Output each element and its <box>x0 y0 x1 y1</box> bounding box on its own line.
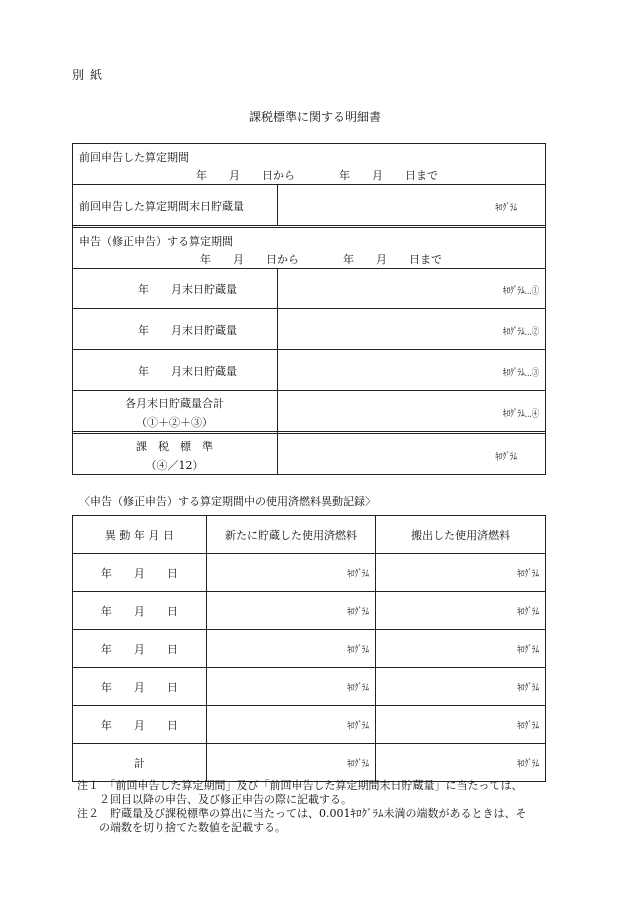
sum-label: 各月末日貯蔵量合計 <box>125 397 224 410</box>
header-date: 異 動 年 月 日 <box>73 516 207 554</box>
row-date: 年 月 日 <box>73 630 207 668</box>
divider <box>72 225 546 226</box>
row-out-unit: ｷﾛｸﾞﾗﾑ <box>517 645 539 656</box>
monthly-stock-unit: ｷﾛｸﾞﾗﾑ…① <box>503 286 539 297</box>
divider <box>72 227 546 228</box>
total-in-unit: ｷﾛｸﾞﾗﾑ <box>347 759 370 770</box>
row-in-unit: ｷﾛｸﾞﾗﾑ <box>347 645 370 656</box>
divider <box>72 349 546 350</box>
current-period-label: 申告（修正申告）する算定期間 <box>79 235 233 248</box>
table-row <box>73 592 546 630</box>
note-line: 注２ 貯蔵量及び課税標準の算出に当たっては、0.001ｷﾛｸﾞﾗﾑ未満の端数があるときは、そ <box>77 807 527 820</box>
divider <box>277 268 278 474</box>
note-line: ２回目以降の申告、及び修正申告の際に記載する。 <box>77 793 352 806</box>
row-out-unit: ｷﾛｸﾞﾗﾑ <box>517 607 539 618</box>
row-out-unit: ｷﾛｸﾞﾗﾑ <box>517 721 539 732</box>
header-removed: 搬出した使用済燃料 <box>376 516 546 554</box>
current-period-range: 年 月 日から 年 月 日まで <box>200 253 442 266</box>
table-row <box>73 668 546 706</box>
divider <box>72 431 546 432</box>
row-date: 年 月 日 <box>73 554 207 592</box>
table-row <box>73 706 546 744</box>
monthly-stock-label: 年 月末日貯蔵量 <box>138 365 237 378</box>
row-in-unit: ｷﾛｸﾞﾗﾑ <box>347 683 370 694</box>
monthly-stock-label: 年 月末日貯蔵量 <box>138 324 237 337</box>
tax-base-formula: （④／12） <box>145 459 204 472</box>
divider <box>72 308 546 309</box>
divider <box>277 184 278 225</box>
row-date: 年 月 日 <box>73 706 207 744</box>
monthly-stock-unit: ｷﾛｸﾞﾗﾑ…② <box>503 327 539 338</box>
note-line: 注１ 「前回申告した算定期間」及び「前回申告した算定期間末日貯蔵量」に当たっては、 <box>77 779 523 792</box>
table-row <box>73 554 546 592</box>
attachment-label: 別紙 <box>72 68 109 82</box>
movement-section-title: 〈申告（修正申告）する算定期間中の使用済燃料異動記録〉 <box>79 495 376 508</box>
tax-base-unit: ｷﾛｸﾞﾗﾑ <box>495 452 517 463</box>
row-in-unit: ｷﾛｸﾞﾗﾑ <box>347 721 370 732</box>
monthly-stock-unit: ｷﾛｸﾞﾗﾑ…③ <box>503 368 539 379</box>
divider <box>72 433 546 434</box>
divider <box>72 390 546 391</box>
row-date: 年 月 日 <box>73 668 207 706</box>
prev-end-stock-label: 前回申告した算定期間末日貯蔵量 <box>79 200 244 213</box>
total-out-unit: ｷﾛｸﾞﾗﾑ <box>517 759 539 770</box>
prev-period-label: 前回申告した算定期間 <box>79 151 189 164</box>
prev-end-stock-unit: ｷﾛｸﾞﾗﾑ <box>495 203 517 214</box>
tax-base-label: 課 税 標 準 <box>136 440 213 453</box>
sum-unit: ｷﾛｸﾞﾗﾑ…④ <box>503 409 539 420</box>
table-header-row <box>73 516 546 554</box>
row-out-unit: ｷﾛｸﾞﾗﾑ <box>517 683 539 694</box>
table-total-row <box>73 744 546 782</box>
total-label: 計 <box>73 744 207 782</box>
row-in-unit: ｷﾛｸﾞﾗﾑ <box>347 569 370 580</box>
row-in-unit: ｷﾛｸﾞﾗﾑ <box>347 607 370 618</box>
row-date: 年 月 日 <box>73 592 207 630</box>
note-line: の端数を切り捨てた数値を記載する。 <box>77 821 286 834</box>
divider <box>72 184 546 185</box>
table-row <box>73 630 546 668</box>
notes <box>77 779 527 835</box>
document-title: 課税標準に関する明細書 <box>248 110 381 124</box>
prev-period-range: 年 月 日から 年 月 日まで <box>196 169 438 182</box>
header-stored: 新たに貯蔵した使用済燃料 <box>206 516 376 554</box>
row-out-unit: ｷﾛｸﾞﾗﾑ <box>517 569 539 580</box>
movement-table <box>72 515 546 782</box>
monthly-stock-label: 年 月末日貯蔵量 <box>138 283 237 296</box>
sum-formula: （①＋②＋③） <box>136 416 213 429</box>
divider <box>72 268 546 269</box>
